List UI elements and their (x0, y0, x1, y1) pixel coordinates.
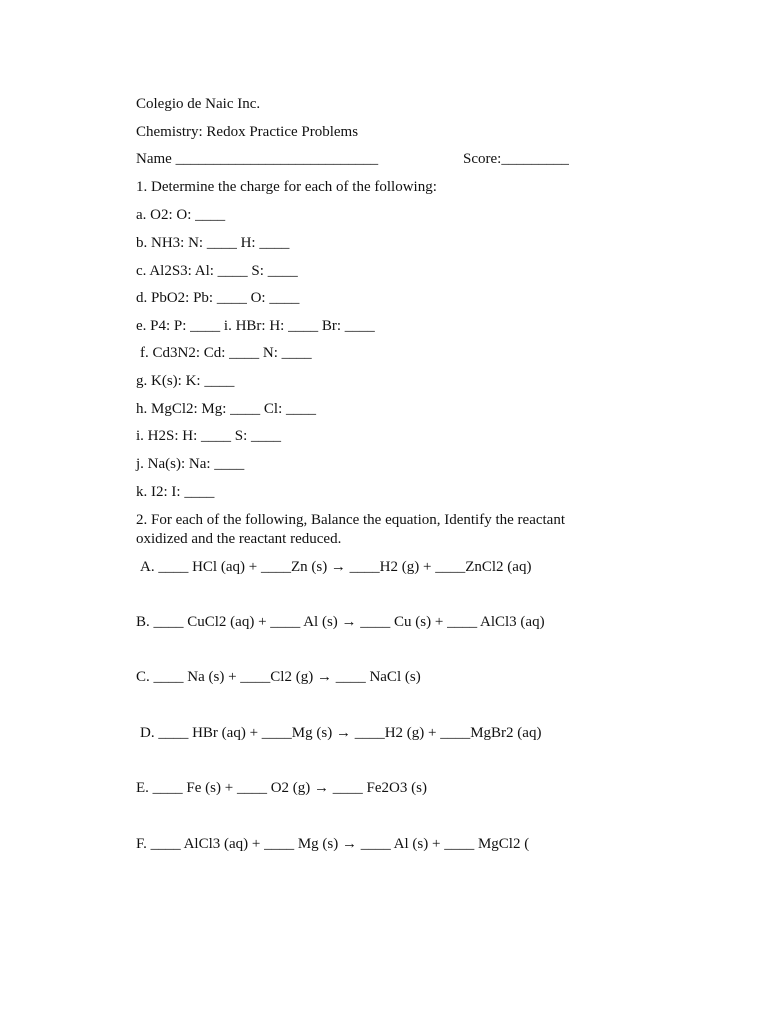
charge-item-k: k. I2: I: ____ (136, 484, 215, 500)
charge-item-h: h. MgCl2: Mg: ____ Cl: ____ (136, 401, 317, 417)
worksheet-title: Chemistry: Redox Practice Problems (136, 124, 359, 140)
equation-f: F. ____ AlCl3 (aq) + ____ Mg (s) → ____ Al (s) + ____ MgCl2 ( (136, 836, 530, 852)
equation-b: B. ____ CuCl2 (aq) + ____ Al (s) → ____ Cu (s) + ____ AlCl3 (aq) (136, 614, 545, 630)
name-field: Name ___________________________ (136, 151, 379, 167)
charge-item-e: e. P4: P: ____ i. HBr: H: ____ Br: ____ (136, 318, 375, 334)
question-2-prompt-line-2: oxidized and the reactant reduced. (136, 531, 342, 547)
charge-item-f: f. Cd3N2: Cd: ____ N: ____ (140, 345, 312, 361)
equation-e: E. ____ Fe (s) + ____ O2 (g) → ____ Fe2O3 (s) (136, 780, 427, 796)
score-field: Score:_________ (463, 151, 569, 167)
equation-a: A. ____ HCl (aq) + ____Zn (s) → ____H2 (g) + ____ZnCl2 (aq) (140, 559, 532, 575)
equation-d: D. ____ HBr (aq) + ____Mg (s) → ____H2 (g) + ____MgBr2 (aq) (140, 725, 542, 741)
charge-item-g: g. K(s): K: ____ (136, 373, 235, 389)
charge-item-d: d. PbO2: Pb: ____ O: ____ (136, 290, 300, 306)
question-1-prompt: 1. Determine the charge for each of the following: (136, 179, 437, 195)
charge-item-c: c. Al2S3: Al: ____ S: ____ (136, 263, 298, 279)
school-name: Colegio de Naic Inc. (136, 96, 261, 112)
charge-item-a: a. O2: O: ____ (136, 207, 226, 223)
equation-c: C. ____ Na (s) + ____Cl2 (g) → ____ NaCl (s) (136, 669, 421, 685)
charge-item-j: j. Na(s): Na: ____ (136, 456, 245, 472)
charge-item-b: b. NH3: N: ____ H: ____ (136, 235, 290, 251)
question-2-prompt-line-1: 2. For each of the following, Balance the equation, Identify the reactant (136, 512, 566, 528)
charge-item-i: i. H2S: H: ____ S: ____ (136, 428, 282, 444)
